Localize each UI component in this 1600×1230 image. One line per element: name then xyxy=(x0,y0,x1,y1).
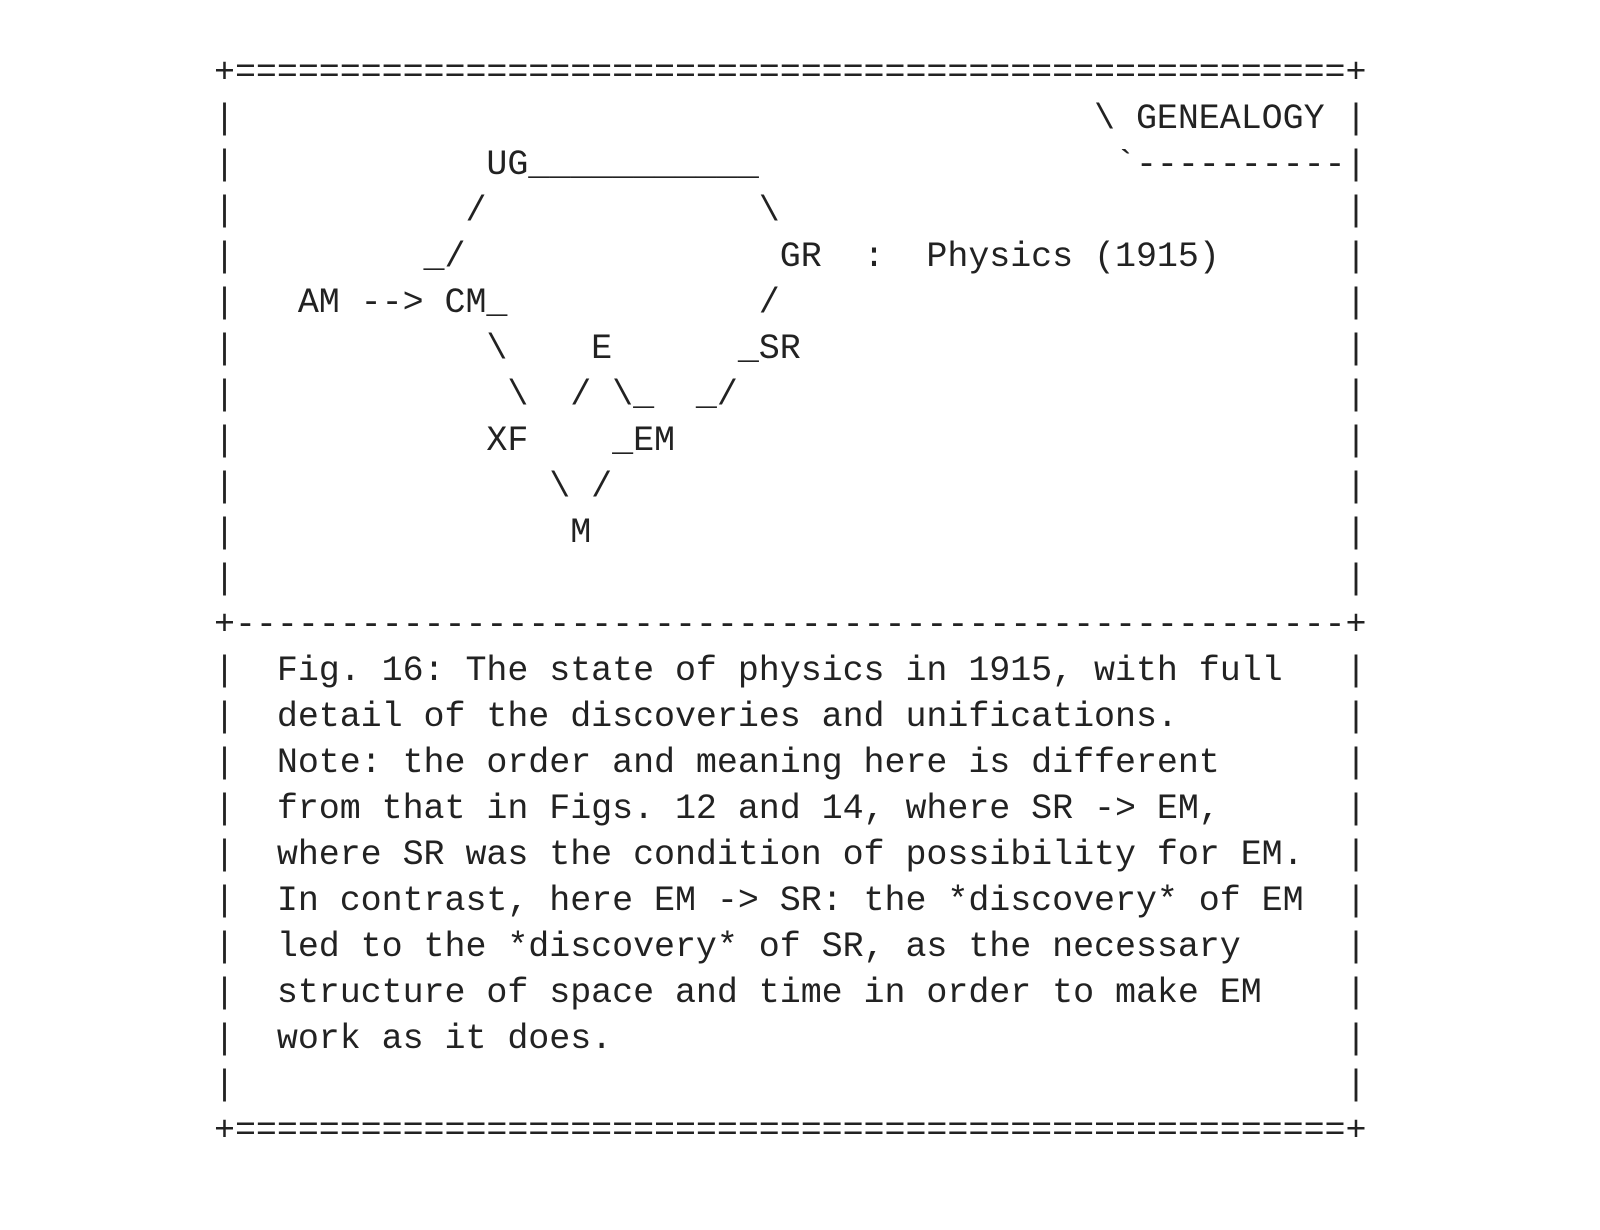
caption-line: | led to the *discovery* of SR, as the necessary | xyxy=(214,927,1367,967)
diagram-node-gr-line: | _/ GR : Physics (1915) | xyxy=(214,237,1367,277)
caption-line: | where SR was the condition of possibility for EM. | xyxy=(214,835,1367,875)
caption-line: | Note: the order and meaning here is different | xyxy=(214,743,1367,783)
caption-line: | structure of space and time in order to make EM | xyxy=(214,973,1367,1013)
diagram-edge-line: | \ / \_ _/ | xyxy=(214,375,1367,415)
caption-line: | from that in Figs. 12 and 14, where SR -> EM, | xyxy=(214,789,1367,829)
frame-divider: +-----------------------------------------------------+ xyxy=(214,605,1367,645)
diagram-edge-line: | / \ | xyxy=(214,191,1367,231)
caption-line: | work as it does. | xyxy=(214,1019,1367,1059)
caption-line: | In contrast, here EM -> SR: the *discovery* of EM | xyxy=(214,881,1367,921)
caption-line: | Fig. 16: The state of physics in 1915, with full | xyxy=(214,651,1367,691)
frame-top-border: +=====================================================+ xyxy=(214,53,1367,93)
diagram-node-xf-em-line: | XF _EM | xyxy=(214,421,1367,461)
caption-line: | detail of the discoveries and unifications. | xyxy=(214,697,1367,737)
diagram-edge-line: | \ / | xyxy=(214,467,1367,507)
diagram-node-ug-line: | UG___________ `----------| xyxy=(214,145,1367,185)
diagram-node-m-line: | M | xyxy=(214,513,1367,553)
diagram-node-e-sr-line: | \ E _SR | xyxy=(214,329,1367,369)
genealogy-title-line: | \ GENEALOGY | xyxy=(214,99,1367,139)
diagram-node-am-cm-line: | AM --> CM_ / | xyxy=(214,283,1367,323)
frame-blank-line: | | xyxy=(214,1065,1367,1105)
frame-blank-line: | | xyxy=(214,559,1367,599)
ascii-genealogy-figure xyxy=(214,50,1366,1154)
frame-bottom-border: +=====================================================+ xyxy=(214,1111,1367,1151)
